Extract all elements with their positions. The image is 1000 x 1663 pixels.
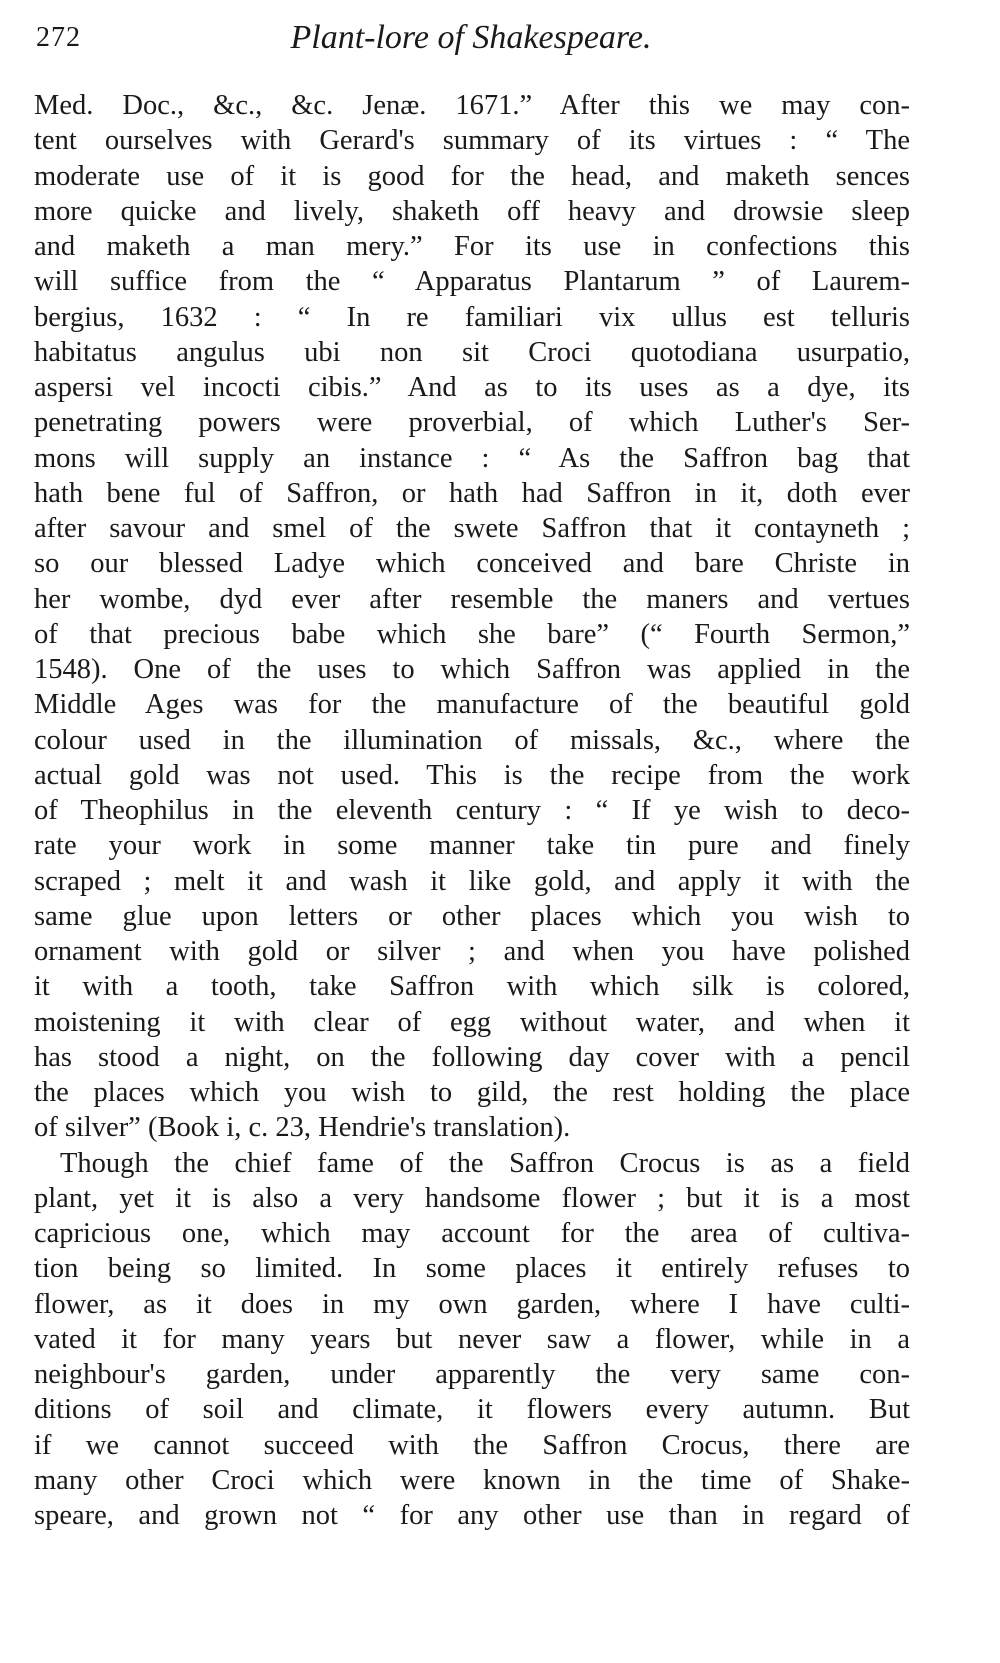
text-line: will suffice from the “ Apparatus Plantarum ” of Laurem-: [34, 266, 910, 298]
text-line: has stood a night, on the following day cover with a pencil: [34, 1041, 910, 1073]
text-line: the places which you wish to gild, the rest holding the place: [34, 1077, 910, 1108]
text-line: habitatus angulus ubi non sit Croci quotodiana usurpatio,: [34, 336, 910, 368]
paragraph-first-line: Though the chief fame of the Saffron Crocus is as a field: [60, 1147, 910, 1179]
running-head: [36, 18, 906, 58]
text-line: ditions of soil and climate, it flowers every autumn. But: [34, 1394, 910, 1426]
paragraph-last-line: of silver” (Book i, c. 23, Hendrie's translation).: [34, 1112, 571, 1144]
text-line: tent ourselves with Gerard's summary of its virtues : “ The: [34, 125, 910, 157]
text-line: many other Croci which were known in the time of Shake-: [34, 1464, 910, 1496]
text-line: so our blessed Ladye which conceived and bare Christe in: [34, 548, 910, 580]
page-number: 272: [36, 22, 81, 53]
text-line: more quicke and lively, shaketh off heavy and drowsie sleep: [34, 195, 910, 227]
text-line: Middle Ages was for the manufacture of the beautiful gold: [34, 689, 910, 721]
text-line: moderate use of it is good for the head, and maketh sences: [34, 160, 910, 192]
text-line: after savour and smel of the swete Saffron that it contayneth ;: [34, 513, 910, 544]
text-line: neighbour's garden, under apparently the very same con-: [34, 1359, 910, 1390]
text-line: 1548). One of the uses to which Saffron was applied in the: [34, 654, 910, 685]
text-line: aspersi vel incocti cibis.” And as to its uses as a dye, its: [34, 372, 910, 403]
text-line: moistening it with clear of egg without water, and when it: [34, 1006, 910, 1038]
text-line: Med. Doc., &c., &c. Jenæ. 1671.” After this we may con-: [34, 90, 910, 121]
text-line: capricious one, which may account for the area of cultiva-: [34, 1218, 910, 1249]
text-line: bergius, 1632 : “ In re familiari vix ullus est telluris: [34, 301, 910, 333]
text-line: colour used in the illumination of missals, &c., where the: [34, 724, 910, 756]
text-line: hath bene ful of Saffron, or hath had Saffron in it, doth ever: [34, 477, 910, 509]
text-line: flower, as it does in my own garden, where I have culti-: [34, 1288, 910, 1320]
running-title: Plant-lore of Shakespeare.: [290, 19, 652, 56]
text-line: if we cannot succeed with the Saffron Crocus, there are: [34, 1429, 910, 1461]
text-line: mons will supply an instance : “ As the Saffron bag that: [34, 442, 910, 474]
text-line: her wombe, dyd ever after resemble the maners and vertues: [34, 583, 910, 615]
text-line: plant, yet it is also a very handsome flower ; but it is a most: [34, 1182, 910, 1214]
text-line: scraped ; melt it and wash it like gold, and apply it with the: [34, 865, 910, 897]
text-line: it with a tooth, take Saffron with which silk is colored,: [34, 971, 910, 1003]
text-line: vated it for many years but never saw a flower, while in a: [34, 1323, 910, 1355]
text-line: and maketh a man mery.” For its use in confections this: [34, 231, 910, 262]
text-line: ornament with gold or silver ; and when you have polished: [34, 936, 910, 967]
body-text: [34, 88, 910, 1533]
text-line: same glue upon letters or other places which you wish to: [34, 900, 910, 932]
text-line: tion being so limited. In some places it entirely refuses to: [34, 1253, 910, 1285]
text-line: rate your work in some manner take tin pure and finely: [34, 830, 910, 862]
text-line: actual gold was not used. This is the recipe from the work: [34, 759, 910, 791]
text-line: of that precious babe which she bare” (“ Fourth Sermon,”: [34, 618, 910, 650]
text-line: of Theophilus in the eleventh century : “ If ye wish to deco-: [34, 795, 910, 826]
text-line: speare, and grown not “ for any other use than in regard of: [34, 1500, 910, 1531]
text-line: penetrating powers were proverbial, of which Luther's Ser-: [34, 407, 910, 439]
